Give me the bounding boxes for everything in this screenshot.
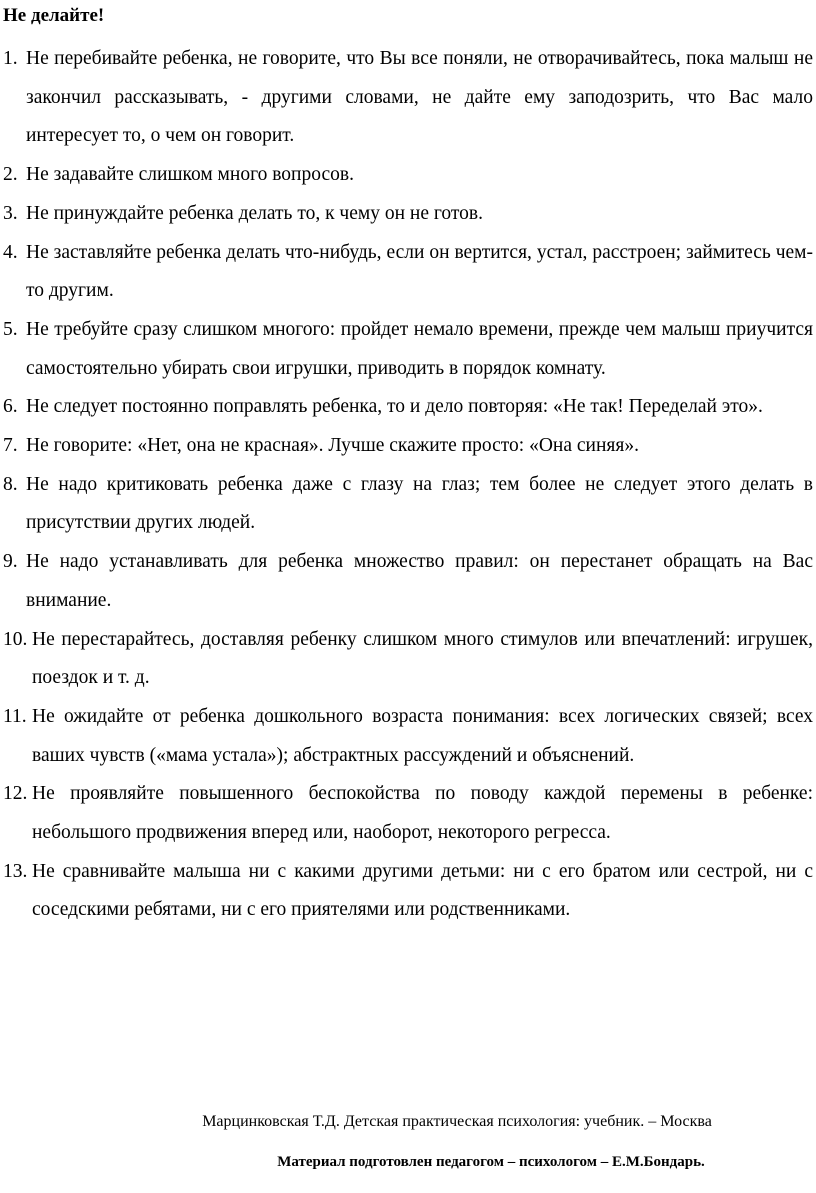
rule-number: 6. (3, 396, 18, 418)
rule-number: 10. (3, 628, 28, 650)
rule-item-10 (3, 621, 813, 698)
rule-text: Не принуждайте ребенка делать то, к чему он не готов. (26, 202, 483, 224)
rule-number: 13. (3, 860, 28, 882)
rule-number: 8. (3, 473, 18, 495)
rule-text: Не говорите: «Нет, она не красная». Лучше скажите просто: «Она синяя». (26, 435, 639, 457)
rule-text: Не проявляйте повышенного беспокойства по поводу каждой перемены в ребенке: небольшого продвижения вперед или, наоборот, некоторого регресса. (32, 783, 813, 844)
rule-item-11 (3, 698, 813, 775)
rule-number: 12. (3, 783, 28, 805)
rule-number: 3. (3, 202, 18, 224)
rule-text: Не заставляйте ребенка делать что-нибудь, если он вертится, устал, расстроен; займитесь чем-то другим. (26, 241, 813, 302)
rule-text: Не задавайте слишком много вопросов. (26, 164, 354, 186)
rule-number: 1. (3, 48, 18, 69)
rule-text: Не перестарайтесь, доставляя ребенку слишком много стимулов или впечатлений: игрушек, поездок и т. д. (32, 628, 813, 689)
document-heading: Не делайте! (3, 5, 105, 26)
rule-text: Не требуйте сразу слишком многого: пройдет немало времени, прежде чем малыш приучится самостоятельно убирать свои игрушки, приводить в порядок комнату. (26, 318, 813, 379)
rule-item-13 (3, 853, 813, 930)
rule-item-12 (3, 775, 813, 852)
rule-text: Не сравнивайте малыша ни с какими другими детьми: ни с его братом или сестрой, ни с соседскими ребятами, ни с его приятелями или родственниками. (32, 860, 813, 921)
rule-number: 5. (3, 318, 18, 340)
rule-text: Не следует постоянно поправлять ребенка, то и дело повторяя: «Не так! Переделай это». (26, 396, 763, 418)
rule-item-2 (3, 156, 813, 195)
rule-text: Не перебивайте ребенка, не говорите, что Вы все поняли, не отворачивайтесь, пока малыш не закончил рассказывать, - другими словами, не дайте ему заподозрить, что Вас мало интересует то, о чем он говорит. (26, 48, 813, 147)
author-credit: Материал подготовлен педагогом – психологом – Е.М.Бондарь. (277, 1154, 705, 1170)
rule-item-6 (3, 388, 813, 427)
rule-item-9 (3, 543, 813, 620)
rule-item-4 (3, 234, 813, 311)
rule-item-5 (3, 311, 813, 388)
rule-text: Не ожидайте от ребенка дошкольного возраста понимания: всех логических связей; всех ваших чувств («мама устала»); абстрактных рассуждений и объяснений. (32, 705, 813, 766)
rule-number: 9. (3, 551, 18, 573)
rule-number: 4. (3, 241, 18, 263)
rule-text: Не надо устанавливать для ребенка множество правил: он перестанет обращать на Вас внимание. (26, 551, 813, 611)
rule-number: 7. (3, 435, 18, 457)
rule-item-7 (3, 427, 813, 466)
rule-number: 11. (3, 705, 27, 727)
source-citation: Марцинковская Т.Д. Детская практическая психология: учебник. – Москва (202, 1113, 712, 1130)
rule-item-1 (3, 40, 813, 156)
rules-list (3, 40, 813, 930)
rule-number: 2. (3, 164, 18, 186)
rule-text: Не надо критиковать ребенка даже с глазу на глаз; тем более не следует этого делать в присутствии других людей. (26, 473, 813, 534)
rule-item-8 (3, 466, 813, 543)
rule-item-3 (3, 195, 813, 234)
